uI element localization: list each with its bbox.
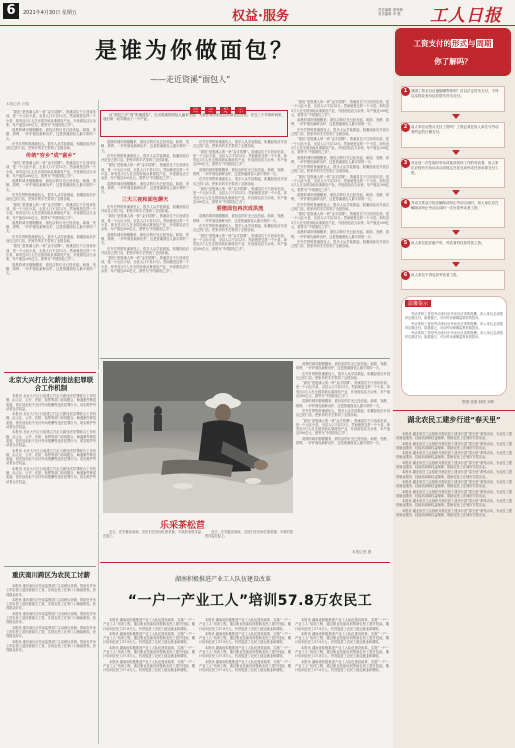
article4-p: 本报讯 湖南省积极推进产业工人队伍建设改革，实施“一户一产业工人”培训工程，通过职业技能培训帮助农民工提升技能，累计培训农民工57.8万人，有效促进了农民工稳定就业和增收。 xyxy=(103,631,195,645)
photo-caption-p: 近日，在安徽省某地，农民们在田间忙着采摘，丰收的喜悦洋溢在脸上。 xyxy=(103,530,201,539)
main-col4-p: 清晨的城市刚刚醒来，面包店的灯光已经亮起。和面、发酵、烘烤，一炉炉面包新鲜出炉，这是资溪面包人最平常的一天。 xyxy=(291,155,389,164)
editors-credit: 责任编辑 胡秀梅 美术编辑 李 强 xyxy=(378,8,403,17)
article4-p: 本报讯 湖南省积极推进产业工人队伍建设改革，实施“一户一产业工人”培训工程，通过职业技能培训帮助农民工提升技能，累计培训农民工57.8万人，有效促进了农民工稳定就业和增收。 xyxy=(199,645,291,659)
article4-p: 本报讯 湖南省积极推进产业工人队伍建设改革，实施“一户一产业工人”培训工程，通过职业技能培训帮助农民工提升技能，累计培训农民工57.8万人，有效促进了农民工稳定就业和增收。 xyxy=(103,618,195,631)
article2-p: 本报讯 北京大兴区日前建立打击欠薪违法犯罪联合工作机制，由人社、公安、法院、检察等部门协同配合，畅通案件移送渠道，依法惩治拒不支付劳动报酬等违法犯罪行为，切实维护劳动者合法权益。 xyxy=(6,430,96,448)
article5-body xyxy=(396,432,512,744)
article4-col-1 xyxy=(103,618,195,744)
tip-text xyxy=(405,312,503,390)
main-col4-p: 清晨的城市刚刚醒来，面包店的灯光已经亮起。和面、发酵、烘烤，一炉炉面包新鲜出炉，这是资溪面包人最平常的一天。 xyxy=(291,230,389,239)
article3-p: 本报讯 重庆南川区劳动监察部门主动跨区协调，帮助在外务工的农民工追回被拖欠工资，实现农民工在家门口就能维权，获得群众好评。 xyxy=(6,584,96,597)
section-divider xyxy=(100,358,390,359)
article3-p: 本报讯 重庆南川区劳动监察部门主动跨区协调，帮助在外务工的农民工追回被拖欠工资，实现农民工在家门口就能维权，获得群众好评。 xyxy=(6,639,96,653)
article3-p: 本报讯 重庆南川区劳动监察部门主动跨区协调，帮助在外务工的农民工追回被拖欠工资，实现农民工在家门口就能维权，获得群众好评。 xyxy=(6,597,96,611)
article4-p: 本报讯 湖南省积极推进产业工人队伍建设改革，实施“一户一产业工人”培训工程，通过职业技能培训帮助农民工提升技能，累计培训农民工57.8万人，有效促进了农民工稳定就业和增收。 xyxy=(295,645,389,659)
article2-p: 本报讯 北京大兴区日前建立打击欠薪违法犯罪联合工作机制，由人社、公安、法院、检察等部门协同配合，畅通案件移送渠道，依法惩治拒不支付劳动报酬等违法犯罪行为，切实维护劳动者合法权益。 xyxy=(6,394,96,411)
main-col4-p: 清晨的城市刚刚醒来，面包店的灯光已经亮起。和面、发酵、烘烤，一炉炉面包新鲜出炉，这是资溪面包人最平常的一天。 xyxy=(291,118,389,127)
article5-p: 本报讯 湖北省总工会组织开展农民工建步行进“春天里”系列活动，为农民工提供就业服务、技能培训和权益保障，帮助农民工在城市安居乐业。 xyxy=(396,489,512,498)
main-headline: 是谁为你做面包？ xyxy=(95,39,296,64)
q6-text: 用人单位不得克扣劳动者工资。 xyxy=(411,273,460,277)
main-col4-p: 清晨的城市刚刚醒来，面包店的灯光已经亮起。和面、发酵、烘烤，一炉炉面包新鲜出炉，这是资溪面包人最平常的一天。 xyxy=(291,192,389,202)
main-col1-p: “面包”是资溪人的一块“金字招牌”。资溪县位于江西省东部，是一个山区小县，全县人口不足13万。然而就是这样一个小县，却有近3万人在全国各地从事面包产业，开设面包店万余家，年产值近200亿元，被誉为“中国面包之乡”。 xyxy=(6,110,96,127)
article3-p: 本报讯 重庆南川区劳动监察部门主动跨区协调，帮助在外务工的农民工追回被拖欠工资，实现农民工在家门口就能维权，获得群众好评。 xyxy=(6,625,96,639)
section-divider xyxy=(4,372,96,373)
main-col2-p: 在外打拼的资溪面包人，很多人从学徒做起，积累经验后开设自己的门店，把家乡的手艺带到了全国各地。 xyxy=(101,246,189,255)
article4-p: 本报讯 湖南省积极推进产业工人队伍建设改革，实施“一户一产业工人”培训工程，通过职业技能培训帮助农民工提升技能，累计培训农民工57.8万人，有效促进了农民工稳定就业和增收。 xyxy=(295,618,389,631)
main-col1-p: 在外打拼的资溪面包人，很多人从学徒做起，积累经验后开设自己的门店，把家乡的手艺带到了全国各地。 xyxy=(6,142,96,151)
main-col4b-p: 清晨的城市刚刚醒来，面包店的灯光已经亮起。和面、发酵、烘烤，一炉炉面包新鲜出炉，这是资溪面包人最平常的一天。 xyxy=(296,436,390,446)
main-col2-p: 清晨的城市刚刚醒来，面包店的灯光已经亮起。和面、发酵、烘烤，一炉炉面包新鲜出炉，这是资溪面包人最平常的一天。 xyxy=(101,140,189,153)
article3-body xyxy=(6,584,96,744)
main-col2-p: 清晨的城市刚刚醒来，面包店的灯光已经亮起。和面、发酵、烘烤，一炉炉面包新鲜出炉，这是资溪面包人最平常的一天。 xyxy=(101,232,189,246)
main-col1-p: 清晨的城市刚刚醒来，面包店的灯光已经亮起。和面、发酵、烘烤，一炉炉面包新鲜出炉，这是资溪面包人最平常的一天。 xyxy=(6,179,96,192)
main-col2-p: 清晨的城市刚刚醒来，面包店的灯光已经亮起。和面、发酵、烘烤，一炉炉面包新鲜出炉，这是资溪面包人最平常的一天。 xyxy=(101,181,189,195)
column-divider xyxy=(98,100,99,370)
lead-text: 从“面包之乡”到“资溪面包”，走出资溪的面包人遍布全国，大都在城市的社区或商业区经营。在近三十年的时间里，他们用一双手做出了一个产业。 xyxy=(103,113,285,122)
main-col-1 xyxy=(6,110,96,368)
main-col3-p: 在外打拼的资溪面包人，很多人从学徒做起，积累经验后开设自己的门店，把家乡的手艺带到了全国各地。 xyxy=(193,140,287,149)
sidebar-q1 xyxy=(401,86,505,112)
q1-text: 我国工资支付应遵循哪些原则？应以法定货币支付，不得以实物及有价证券替代货币支付。 xyxy=(411,89,499,98)
q4-text: 劳动关系双方依法解除或终止劳动合同时，用人单位应在解除或终止劳动合同时一次付清劳动者工资。 xyxy=(411,201,499,210)
main-col4-p: 在外打拼的资溪面包人，很多人从学徒做起，积累经验后开设自己的门店，把家乡的手艺带到了全国各地。 xyxy=(291,239,389,249)
main-col3-p: 在外打拼的资溪面包人，很多人从学徒做起，积累经验后开设自己的门店，把家乡的手艺带到了全国各地。 xyxy=(193,224,287,233)
tip-p: 劳动者的工资是劳动者付出劳动后应得的报酬，用人单位必须按时足额支付。如遇拖欠，可向劳动保障监察机构投诉。 xyxy=(405,321,503,330)
section-divider xyxy=(393,410,515,411)
main-col4-p: 在外打拼的资溪面包人，很多人从学徒做起，积累经验后开设自己的门店，把家乡的手艺带到了全国各地。 xyxy=(291,127,389,137)
down-arrow-icon xyxy=(452,190,460,195)
main-col-2 xyxy=(101,140,189,360)
main-col4-p: 在外打拼的资溪面包人，很多人从学徒做起，积累经验后开设自己的门店，把家乡的手艺带到了全国各地。 xyxy=(291,202,389,211)
tag-char: 阅 xyxy=(190,107,201,114)
main-col2-p: “面包”是资溪人的一块“金字招牌”。资溪县位于江西省东部，是一个山区小县，全县人口不足13万。然而就是这样一个小县，却有近3万人在全国各地从事面包产业，开设面包店万余家，年产值近200亿元，被誉为“中国面包之乡”。 xyxy=(101,256,189,274)
subhead-1: 传统“穷乡”成“富乡” xyxy=(26,152,76,159)
q2-text: 用人单位应按月支付工资吗？工资必须在用人单位与劳动者约定的日期支付。 xyxy=(411,125,499,134)
main-col4b-p: 清晨的城市刚刚醒来，面包店的灯光已经亮起。和面、发酵、烘烤，一炉炉面包新鲜出炉，这是资溪面包人最平常的一天。 xyxy=(296,399,390,408)
article2-p: 本报讯 北京大兴区日前建立打击欠薪违法犯罪联合工作机制，由人社、公安、法院、检察等部门协同配合，畅通案件移送渠道，依法惩治拒不支付劳动报酬等违法犯罪行为，切实维护劳动者合法权益。 xyxy=(6,466,96,484)
article2-title: 北京大兴打击欠薪违法犯罪联合工作机制 xyxy=(8,376,94,392)
article5-p: 本报讯 湖北省总工会组织开展农民工建步行进“春天里”系列活动，为农民工提供就业服务、技能培训和权益保障，帮助农民工在城市安居乐业。 xyxy=(396,432,512,441)
main-subheadline: ——走近资溪“面包人” xyxy=(150,75,231,84)
sidebar-q4 xyxy=(401,198,505,228)
main-col1-p: “面包”是资溪人的一块“金字招牌”。资溪县位于江西省东部，是一个山区小县，全县人口不足13万。然而就是这样一个小县，却有近3万人在全国各地从事面包产业，开设面包店万余家，年产值近200亿元，被誉为“中国面包之乡”。 xyxy=(6,244,96,262)
sidebar-title-banner xyxy=(395,28,511,76)
article4-p: 本报讯 湖南省积极推进产业工人队伍建设改革，实施“一户一产业工人”培训工程，通过职业技能培训帮助农民工提升技能，累计培训农民工57.8万人，有效促进了农民工稳定就业和增收。 xyxy=(199,659,291,673)
sidebar-q3 xyxy=(401,158,505,188)
main-col4b-p: 在外打拼的资溪面包人，很多人从学徒做起，积累经验后开设自己的门店，把家乡的手艺带到了全国各地。 xyxy=(296,408,390,418)
photo-credit: 本报记者 摄 xyxy=(352,550,372,554)
article4-p: 本报讯 湖南省积极推进产业工人队伍建设改革，实施“一户一产业工人”培训工程，通过职业技能培训帮助农民工提升技能，累计培训农民工57.8万人，有效促进了农民工稳定就业和增收。 xyxy=(295,659,389,673)
main-col-4 xyxy=(291,100,389,360)
sidebar-q6 xyxy=(401,270,505,290)
article5-p: 本报讯 湖北省总工会组织开展农民工建步行进“春天里”系列活动，为农民工提供就业服务、技能培训和权益保障，帮助农民工在城市安居乐业。 xyxy=(396,441,512,450)
main-col4b-p: “面包”是资溪人的一块“金字招牌”。资溪县位于江西省东部，是一个山区小县，全县人口不足13万。然而就是这样一个小县，却有近3万人在全国各地从事面包产业，开设面包店万余家，年产值近200亿元，被誉为“中国面包之乡”。 xyxy=(296,418,390,436)
main-col3-p: 在外打拼的资溪面包人，很多人从学徒做起，积累经验后开设自己的门店，把家乡的手艺带到了全国各地。 xyxy=(193,177,287,186)
section-divider xyxy=(100,562,390,563)
article5-p: 本报讯 湖北省总工会组织开展农民工建步行进“春天里”系列活动，为农民工提供就业服务、技能培训和权益保障，帮助农民工在城市安居乐业。 xyxy=(396,499,512,508)
article4-p: 本报讯 湖南省积极推进产业工人队伍建设改革，实施“一户一产业工人”培训工程，通过职业技能培训帮助农民工提升技能，累计培训农民工57.8万人，有效促进了农民工稳定就业和增收。 xyxy=(103,645,195,659)
article5-title: 湖北农民工建步行进“春天里” xyxy=(407,416,501,424)
main-col3-p: “面包”是资溪人的一块“金字招牌”。资溪县位于江西省东部，是一个山区小县，全县人口不足13万。然而就是这样一个小县，却有近3万人在全国各地从事面包产业，开设面包店万余家，年产值近200亿元，被誉为“中国面包之乡”。 xyxy=(193,149,287,167)
main-col1-p: 清晨的城市刚刚醒来，面包店的灯光已经亮起。和面、发酵、烘烤，一炉炉面包新鲜出炉，这是资溪面包人最平常的一天。 xyxy=(6,128,96,141)
photo-side-p: 近日，在安徽省某地，农民们在田间忙着采摘，丰收的喜悦洋溢在脸上。 xyxy=(205,530,293,539)
news-photo xyxy=(103,361,293,513)
tag-char: 提 xyxy=(220,107,231,114)
lead-box xyxy=(100,110,288,137)
graphic-credit: 整理 张静 制图 刘利 xyxy=(462,400,495,404)
sidebar-title-word: 形式 xyxy=(452,39,467,48)
subhead-2: 三天三夜和面包聊天 xyxy=(121,196,169,203)
down-arrow-icon xyxy=(452,150,460,155)
q6-number-icon: 6 xyxy=(401,271,410,280)
q1-number-icon: 1 xyxy=(401,87,410,96)
tag-char: 示 xyxy=(235,107,246,114)
sidebar-title-word: 的 xyxy=(443,39,451,48)
sidebar-q5 xyxy=(401,238,505,260)
main-col4-p: 在外打拼的资溪面包人，很多人从学徒做起，积累经验后开设自己的门店，把家乡的手艺带到了全国各地。 xyxy=(291,165,389,174)
main-col-4b xyxy=(296,362,390,512)
down-arrow-icon xyxy=(452,230,460,235)
column-divider xyxy=(98,372,99,744)
main-col4-p: “面包”是资溪人的一块“金字招牌”。资溪县位于江西省东部，是一个山区小县，全县人口不足13万。然而就是这样一个小县，却有近3万人在全国各地从事面包产业，开设面包店万余家，年产值近200亿元，被誉为“中国面包之乡”。 xyxy=(291,137,389,155)
main-col4-p: “面包”是资溪人的一块“金字招牌”。资溪县位于江西省东部，是一个山区小县，全县人口不足13万。然而就是这样一个小县，却有近3万人在全国各地从事面包产业，开设面包店万余家，年产值近200亿元，被誉为“中国面包之乡”。 xyxy=(291,212,389,230)
main-col2-p: 在外打拼的资溪面包人，很多人从学徒做起，积累经验后开设自己的门店，把家乡的手艺带到了全国各地。 xyxy=(101,204,189,214)
article5-p: 本报讯 湖北省总工会组织开展农民工建步行进“春天里”系列活动，为农民工提供就业服务、技能培训和权益保障，帮助农民工在城市安居乐业。 xyxy=(396,479,512,489)
sidebar-subtitle: 你了解吗？ xyxy=(434,57,472,66)
issue-date: 2021年4月30日 星期五 xyxy=(23,10,77,16)
main-col-3 xyxy=(193,140,287,360)
article4-p: 本报讯 湖南省积极推进产业工人队伍建设改革，实施“一户一产业工人”培训工程，通过职业技能培训帮助农民工提升技能，累计培训农民工57.8万人，有效促进了农民工稳定就业和增收。 xyxy=(295,631,389,645)
section-title: 权益·服务 xyxy=(232,9,289,24)
main-col4b-p: “面包”是资溪人的一块“金字招牌”。资溪县位于江西省东部，是一个山区小县，全县人口不足13万。然而就是这样一个小县，却有近3万人在全国各地从事面包产业，开设面包店万余家，年产值近200亿元，被誉为“中国面包之乡”。 xyxy=(296,381,390,399)
main-col1-p: 清晨的城市刚刚醒来，面包店的灯光已经亮起。和面、发酵、烘烤，一炉炉面包新鲜出炉，这是资溪面包人最平常的一天。 xyxy=(6,220,96,234)
page-number: 6 xyxy=(3,3,19,19)
main-col1-p: 清晨的城市刚刚醒来，面包店的灯光已经亮起。和面、发酵、烘烤，一炉炉面包新鲜出炉，这是资溪面包人最平常的一天。 xyxy=(6,262,96,276)
tip-p: 劳动者的工资是劳动者付出劳动后应得的报酬，用人单位必须按时足额支付。如遇拖欠，可向劳动保障监察机构投诉。 xyxy=(405,312,503,321)
photo-caption-text xyxy=(103,530,201,560)
article3-p: 本报讯 重庆南川区劳动监察部门主动跨区协调，帮助在外务工的农民工追回被拖欠工资，实现农民工在家门口就能维权，获得群众好评。 xyxy=(6,611,96,625)
article5-p: 本报讯 湖北省总工会组织开展农民工建步行进“春天里”系列活动，为农民工提供就业服务、技能培训和权益保障，帮助农民工在城市安居乐业。 xyxy=(396,451,512,460)
section-divider xyxy=(4,566,96,567)
article4-p: 本报讯 湖南省积极推进产业工人队伍建设改革，实施“一户一产业工人”培训工程，通过职业技能培训帮助农民工提升技能，累计培训农民工57.8万人，有效促进了农民工稳定就业和增收。 xyxy=(199,618,291,631)
subhead-3: 骄傲面包再次成洪流 xyxy=(216,206,264,213)
tip-p: 劳动者的工资是劳动者付出劳动后应得的报酬，用人单位必须按时足额支付。如遇拖欠，可向劳动保障监察机构投诉。 xyxy=(405,331,503,340)
article4-p: 本报讯 湖南省积极推进产业工人队伍建设改革，实施“一户一产业工人”培训工程，通过职业技能培训帮助农民工提升技能，累计培训农民工57.8万人，有效促进了农民工稳定就业和增收。 xyxy=(199,631,291,645)
main-col1-p: 在外打拼的资溪面包人，很多人从学徒做起，积累经验后开设自己的门店，把家乡的手艺带到了全国各地。 xyxy=(6,234,96,244)
article2-body xyxy=(6,394,96,564)
q3-number-icon: 3 xyxy=(401,159,410,168)
article2-p: 本报讯 北京大兴区日前建立打击欠薪违法犯罪联合工作机制，由人社、公安、法院、检察等部门协同配合，畅通案件移送渠道，依法惩治拒不支付劳动报酬等违法犯罪行为，切实维护劳动者合法权益。 xyxy=(6,412,96,430)
main-byline: 本报记者 卢翔 xyxy=(6,102,29,106)
article5-p: 本报讯 湖北省总工会组织开展农民工建步行进“春天里”系列活动，为农民工提供就业服务、技能培训和权益保障，帮助农民工在城市安居乐业。 xyxy=(396,460,512,470)
main-col1-p: “面包”是资溪人的一块“金字招牌”。资溪县位于江西省东部，是一个山区小县，全县人口不足13万。然而就是这样一个小县，却有近3万人在全国各地从事面包产业，开设面包店万余家，年产值近200亿元，被誉为“中国面包之乡”。 xyxy=(6,202,96,220)
article3-title: 重庆南川跨区为农民工讨薪 xyxy=(12,571,90,579)
article4-p: 本报讯 湖南省积极推进产业工人队伍建设改革，实施“一户一产业工人”培训工程，通过职业技能培训帮助农民工提升技能，累计培训农民工57.8万人，有效促进了农民工稳定就业和增收。 xyxy=(103,659,195,673)
q3-text: 对完成一次性临时劳动或某项具体工作的劳动者，用人单位应按有关协议或合同规定在其完成劳动任务后即支付工资。 xyxy=(411,161,499,175)
article4-col-2 xyxy=(199,618,291,744)
sidebar-title-word: 周期 xyxy=(476,39,492,48)
photo-farmers-image xyxy=(103,361,293,513)
article4-title: “一户一产业工人”培训57.8万农民工 xyxy=(127,593,373,609)
sidebar-q2 xyxy=(401,122,505,148)
photo-caption-title: 乐采茶松苣 xyxy=(160,521,206,531)
newspaper-logo: 工人日报 xyxy=(430,6,502,26)
sidebar-title-word: 与 xyxy=(468,39,476,48)
article2-p: 本报讯 北京大兴区日前建立打击欠薪违法犯罪联合工作机制，由人社、公安、法院、检察等部门协同配合，畅通案件移送渠道，依法惩治拒不支付劳动报酬等违法犯罪行为，切实维护劳动者合法权益。 xyxy=(6,448,96,466)
article4-kicker: 湖南积极推进产业工人队伍建设改革 xyxy=(175,576,272,583)
main-col4-p: “面包”是资溪人的一块“金字招牌”。资溪县位于江西省东部，是一个山区小县，全县人口不足13万。然而就是这样一个小县，却有近3万人在全国各地从事面包产业，开设面包店万余家，年产值近200亿元，被誉为“中国面包之乡”。 xyxy=(291,174,389,192)
main-col2-p: “面包”是资溪人的一块“金字招牌”。资溪县位于江西省东部，是一个山区小县，全县人口不足13万。然而就是这样一个小县，却有近3万人在全国各地从事面包产业，开设面包店万余家，年产值近200亿元，被誉为“中国面包之乡”。 xyxy=(101,214,189,232)
main-col4-p: “面包”是资溪人的一块“金字招牌”。资溪县位于江西省东部，是一个山区小县，全县人口不足13万。然而就是这样一个小县，却有近3万人在全国各地从事面包产业，开设面包店万余家，年产值近200亿元，被誉为“中国面包之乡”。 xyxy=(291,100,389,117)
main-col1-p: “面包”是资溪人的一块“金字招牌”。资溪县位于江西省东部，是一个山区小县，全县人口不足13万。然而就是这样一个小县，却有近3万人在全国各地从事面包产业，开设面包店万余家，年产值近200亿元，被誉为“中国面包之乡”。 xyxy=(6,160,96,178)
down-arrow-icon xyxy=(452,262,460,267)
article5-p: 本报讯 湖北省总工会组织开展农民工建步行进“春天里”系列活动，为农民工提供就业服务、技能培训和权益保障，帮助农民工在城市安居乐业。 xyxy=(396,470,512,479)
q5-text: 用人单位依法破产时，劳动者有权获得其工资。 xyxy=(411,241,485,245)
q2-number-icon: 2 xyxy=(401,123,410,132)
main-col4b-p: 在外打拼的资溪面包人，很多人从学徒做起，积累经验后开设自己的门店，把家乡的手艺带到了全国各地。 xyxy=(296,371,390,380)
main-col1-p: 在外打拼的资溪面包人，很多人从学徒做起，积累经验后开设自己的门店，把家乡的手艺带到了全国各地。 xyxy=(6,193,96,202)
article4-col-3 xyxy=(295,618,389,744)
main-col2-p: 在外打拼的资溪面包人，很多人从学徒做起，积累经验后开设自己的门店，把家乡的手艺带到了全国各地。 xyxy=(101,153,189,163)
down-arrow-icon xyxy=(452,114,460,119)
q4-number-icon: 4 xyxy=(401,199,410,208)
tip-label: 温馨提示 xyxy=(405,300,431,307)
main-col3-p: “面包”是资溪人的一块“金字招牌”。资溪县位于江西省东部，是一个山区小县，全县人口不足13万。然而就是这样一个小县，却有近3万人在全国各地从事面包产业，开设面包店万余家，年产值近200亿元，被誉为“中国面包之乡”。 xyxy=(193,233,287,251)
q5-number-icon: 5 xyxy=(401,239,410,248)
photo-side-text xyxy=(205,530,293,560)
main-col3-p: 清晨的城市刚刚醒来，面包店的灯光已经亮起。和面、发酵、烘烤，一炉炉面包新鲜出炉，这是资溪面包人最平常的一天。 xyxy=(193,214,287,223)
main-col3-p: “面包”是资溪人的一块“金字招牌”。资溪县位于江西省东部，是一个山区小县，全县人口不足13万。然而就是这样一个小县，却有近3万人在全国各地从事面包产业，开设面包店万余家，年产值近200亿元，被誉为“中国面包之乡”。 xyxy=(193,186,287,204)
article5-p: 本报讯 湖北省总工会组织开展农民工建步行进“春天里”系列活动，为农民工提供就业服务、技能培训和权益保障，帮助农民工在城市安居乐业。 xyxy=(396,508,512,518)
main-col4b-p: 清晨的城市刚刚醒来，面包店的灯光已经亮起。和面、发酵、烘烤，一炉炉面包新鲜出炉，这是资溪面包人最平常的一天。 xyxy=(296,362,390,371)
sidebar-title xyxy=(395,38,511,49)
main-col3-p: 清晨的城市刚刚醒来，面包店的灯光已经亮起。和面、发酵、烘烤，一炉炉面包新鲜出炉，这是资溪面包人最平常的一天。 xyxy=(193,167,287,177)
main-col2-p: “面包”是资溪人的一块“金字招牌”。资溪县位于江西省东部，是一个山区小县，全县人口不足13万。然而就是这样一个小县，却有近3万人在全国各地从事面包产业，开设面包店万余家，年产值近200亿元，被誉为“中国面包之乡”。 xyxy=(101,163,189,181)
tag-char: 读 xyxy=(205,107,216,114)
sidebar-title-word: 工资支付 xyxy=(413,39,444,48)
